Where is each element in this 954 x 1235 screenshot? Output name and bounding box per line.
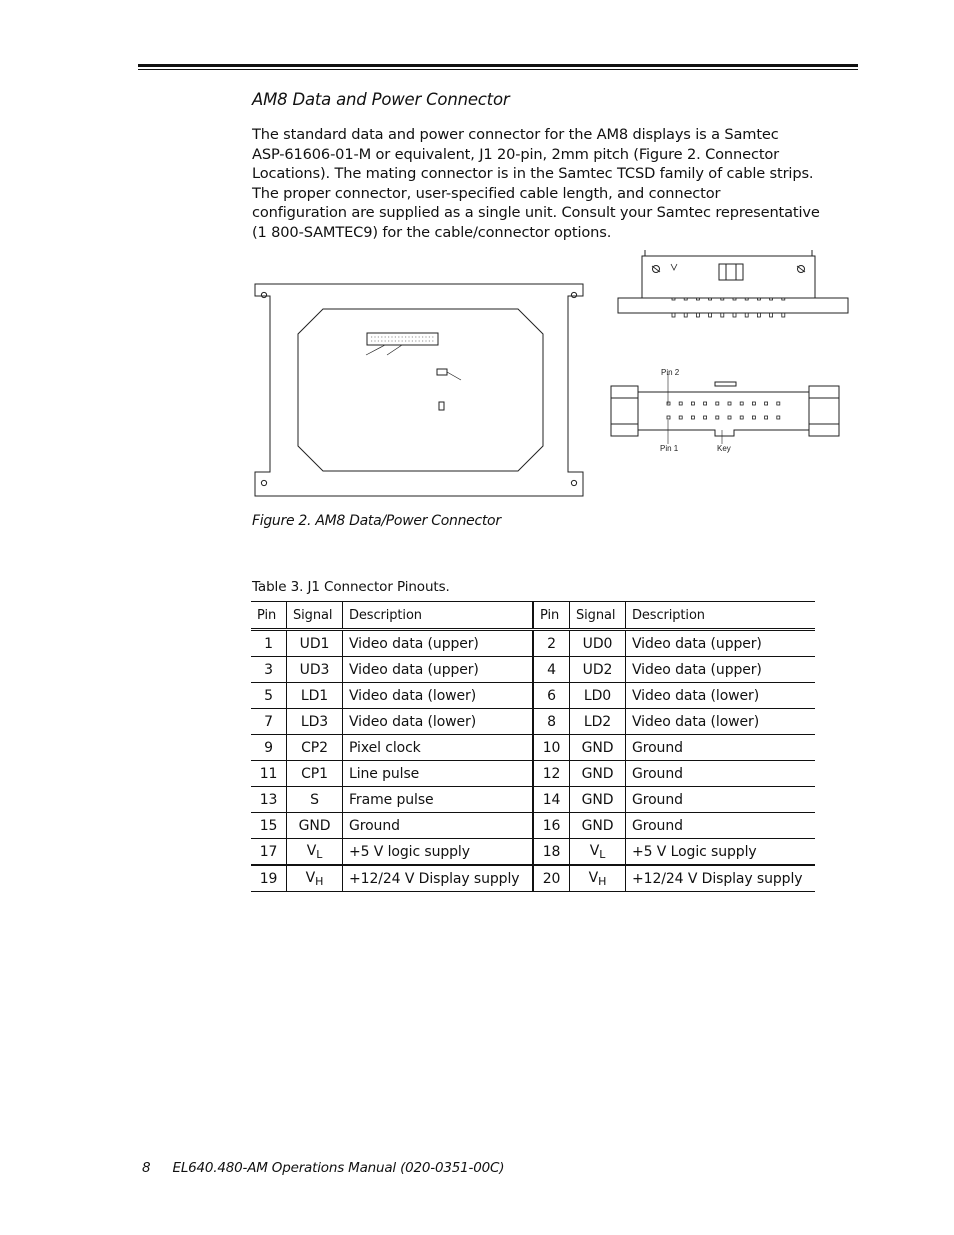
header-pin: Pin	[533, 602, 570, 630]
cell-signal: UD0	[570, 630, 626, 657]
pin-slot	[672, 298, 675, 300]
signal-base: V	[588, 869, 599, 886]
pin-top-row	[777, 402, 780, 405]
cell-pin: 14	[533, 787, 570, 813]
cell-description: Video data (upper)	[343, 657, 534, 683]
cell-signal: GND	[570, 787, 626, 813]
header-pin: Pin	[251, 602, 287, 630]
body-paragraph	[252, 125, 827, 242]
cell-description: Video data (lower)	[626, 683, 816, 709]
pinout-table	[251, 601, 815, 892]
cell-description: Video data (lower)	[343, 683, 534, 709]
pin-bottom-row	[765, 416, 768, 419]
table-row	[251, 735, 815, 761]
signal-subscript: H	[315, 874, 324, 888]
cell-description: +5 V Logic supply	[626, 839, 816, 866]
header-description: Description	[626, 602, 816, 630]
pin-top-row	[716, 402, 719, 405]
table-row	[251, 839, 815, 866]
signal-subscript: H	[598, 874, 607, 888]
cell-signal: CP2	[287, 735, 343, 761]
cell-signal: GND	[570, 761, 626, 787]
pin-slot	[745, 298, 748, 300]
pin-slot	[721, 298, 724, 300]
cell-pin: 18	[533, 839, 570, 866]
pin-top-row	[691, 402, 694, 405]
cell-pin: 11	[251, 761, 287, 787]
cell-signal: UD2	[570, 657, 626, 683]
cell-pin: 17	[251, 839, 287, 866]
pin-bottom-row	[740, 416, 743, 419]
paragraph-line: Locations). The mating connector is in the Samtec TCSD family of cable strips.	[252, 165, 814, 182]
pin-top-row	[740, 402, 743, 405]
connector-pins	[667, 298, 785, 419]
section-title: AM8 Data and Power Connector	[252, 90, 510, 109]
pin-leg	[733, 313, 736, 317]
pin-leg	[672, 313, 675, 317]
cell-signal: LD3	[287, 709, 343, 735]
pin-slot	[757, 298, 760, 300]
page-number: 8	[142, 1160, 151, 1176]
cell-pin: 8	[533, 709, 570, 735]
pin-slot	[770, 298, 773, 300]
cell-description: Video data (lower)	[626, 709, 816, 735]
pin-bottom-row	[728, 416, 731, 419]
cell-signal: CP1	[287, 761, 343, 787]
pin-leg	[770, 313, 773, 317]
cell-pin: 16	[533, 813, 570, 839]
connector-top-view	[611, 374, 839, 444]
pin-leg	[721, 313, 724, 317]
page-footer	[142, 1160, 504, 1176]
connector-side-view	[618, 250, 848, 313]
pin-leg	[757, 313, 760, 317]
paragraph-line: The proper connector, user-specified cable length, and connector	[252, 184, 721, 202]
cell-pin: 4	[533, 657, 570, 683]
pin-bottom-row	[691, 416, 694, 419]
table-row	[251, 761, 815, 787]
cell-description: Ground	[626, 787, 816, 813]
cell-description: Video data (upper)	[626, 657, 816, 683]
cell-pin: 6	[533, 683, 570, 709]
header-rule-thin	[138, 69, 858, 70]
cell-pin: 9	[251, 735, 287, 761]
cell-description: Video data (lower)	[343, 709, 534, 735]
signal-base: V	[306, 842, 317, 859]
cell-description: Video data (upper)	[343, 630, 534, 657]
cell-pin: 20	[533, 865, 570, 892]
figure-caption: Figure 2. AM8 Data/Power Connector	[252, 513, 501, 529]
cell-description: Line pulse	[343, 761, 534, 787]
paragraph-line: The standard data and power connector for the AM8 displays is a Samtec	[252, 126, 779, 143]
cell-pin: 19	[251, 865, 287, 892]
pin-bottom-row	[752, 416, 755, 419]
cell-description: Pixel clock	[343, 735, 534, 761]
pin-top-row	[667, 402, 670, 405]
pin-leg	[782, 313, 785, 317]
cell-signal: LD0	[570, 683, 626, 709]
pin-slot	[733, 298, 736, 300]
pin-bottom-row	[667, 416, 670, 419]
pin-slot	[782, 298, 785, 300]
cell-signal	[287, 865, 343, 892]
cell-signal: S	[287, 787, 343, 813]
cell-pin: 13	[251, 787, 287, 813]
cell-pin: 10	[533, 735, 570, 761]
pin-bottom-row	[679, 416, 682, 419]
table-row	[251, 709, 815, 735]
cell-pin: 1	[251, 630, 287, 657]
table-row	[251, 657, 815, 683]
cell-signal	[570, 839, 626, 866]
signal-subscript: L	[599, 847, 606, 861]
pin-leg	[684, 313, 687, 317]
cell-pin: 5	[251, 683, 287, 709]
pin-leg	[696, 313, 699, 317]
cell-description: +12/24 V Display supply	[343, 865, 534, 892]
cell-signal: UD3	[287, 657, 343, 683]
signal-subscript: L	[316, 847, 323, 861]
pin-leg	[745, 313, 748, 317]
pin-top-row	[679, 402, 682, 405]
display-board-drawing	[255, 284, 583, 496]
cell-signal: GND	[570, 813, 626, 839]
table-row	[251, 630, 815, 657]
pin-slot	[709, 298, 712, 300]
pin-slot	[684, 298, 687, 300]
cell-signal: LD2	[570, 709, 626, 735]
pin-top-row	[765, 402, 768, 405]
cell-signal: GND	[570, 735, 626, 761]
table-row	[251, 865, 815, 892]
cell-pin: 15	[251, 813, 287, 839]
cell-description: +12/24 V Display supply	[626, 865, 816, 892]
cell-pin: 12	[533, 761, 570, 787]
label-key: Key	[717, 444, 731, 453]
cell-signal: UD1	[287, 630, 343, 657]
header-rule-thick	[138, 64, 858, 67]
connector-figure	[250, 250, 852, 502]
table-header-row	[251, 602, 815, 630]
cell-pin: 3	[251, 657, 287, 683]
manual-title: EL640.480-AM Operations Manual (020-0351-00C)	[172, 1160, 505, 1176]
header-description: Description	[343, 602, 534, 630]
cell-description: Frame pulse	[343, 787, 534, 813]
header-signal: Signal	[570, 602, 626, 630]
paragraph-line: (1 800-SAMTEC9) for the cable/connector options.	[252, 223, 612, 241]
table-caption: Table 3. J1 Connector Pinouts.	[252, 579, 450, 595]
cell-signal	[287, 839, 343, 866]
cell-pin: 7	[251, 709, 287, 735]
pin-top-row	[704, 402, 707, 405]
header-signal: Signal	[287, 602, 343, 630]
cell-description: Ground	[626, 735, 816, 761]
cell-signal	[570, 865, 626, 892]
pin-top-row	[728, 402, 731, 405]
signal-base: V	[589, 842, 600, 859]
table-row	[251, 787, 815, 813]
pin-bottom-row	[704, 416, 707, 419]
label-pin-2: Pin 2	[661, 368, 680, 377]
cell-signal: LD1	[287, 683, 343, 709]
table-row	[251, 813, 815, 839]
signal-base: V	[305, 869, 316, 886]
paragraph-line: configuration are supplied as a single unit. Consult your Samtec representative	[252, 204, 820, 221]
cell-description: Ground	[626, 813, 816, 839]
cell-description: +5 V logic supply	[343, 839, 534, 866]
pin-leg	[709, 313, 712, 317]
cell-description: Ground	[626, 761, 816, 787]
cell-description: Ground	[343, 813, 534, 839]
cell-pin: 2	[533, 630, 570, 657]
pin-bottom-row	[716, 416, 719, 419]
table-row	[251, 683, 815, 709]
paragraph-line: ASP-61606-01-M or equivalent, J1 20-pin, 2mm pitch (Figure 2. Connector	[252, 145, 780, 163]
pin-bottom-row	[777, 416, 780, 419]
pin-top-row	[752, 402, 755, 405]
cell-signal: GND	[287, 813, 343, 839]
pin-slot	[696, 298, 699, 300]
label-pin-1: Pin 1	[660, 444, 679, 453]
cell-description: Video data (upper)	[626, 630, 816, 657]
